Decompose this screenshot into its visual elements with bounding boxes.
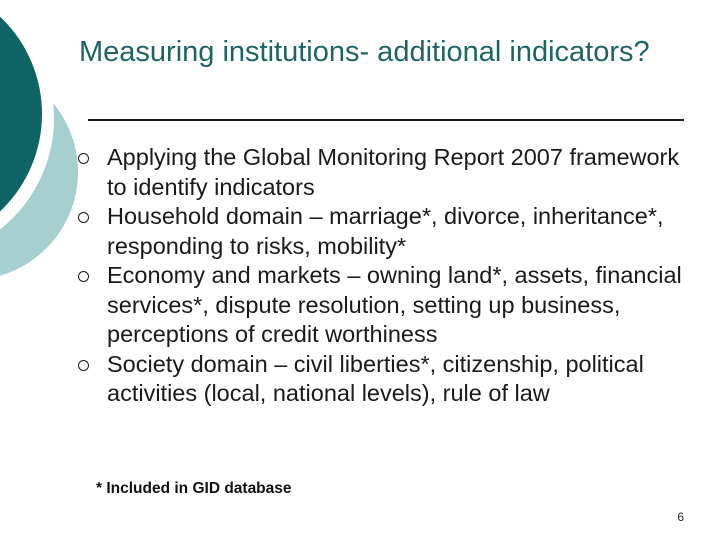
bullet-text: Society domain – civil liberties*, citizenship, political activities (local, national levels), rule of law [107,350,644,406]
bullet-text: Economy and markets – owning land*, assets, financial services*, dispute resolution, setting up business, perceptions of credit worthiness [107,262,682,347]
bullet-list [78,143,698,409]
title-divider [88,119,684,121]
hollow-circle-bullet-icon [78,212,89,223]
slide-title: Measuring institutions- additional indicators? [79,36,650,68]
hollow-circle-bullet-icon [78,271,89,282]
bullet-text: Household domain – marriage*, divorce, inheritance*, responding to risks, mobility* [107,203,664,259]
bullet-item [78,261,698,350]
bullet-item [78,350,698,409]
hollow-circle-bullet-icon [78,153,89,164]
bullet-item [78,143,698,202]
hollow-circle-bullet-icon [78,360,89,371]
footnote: * Included in GID database [96,480,292,497]
bullet-item [78,202,698,261]
bullet-text: Applying the Global Monitoring Report 2007 framework to identify indicators [107,144,680,200]
page-number: 6 [677,510,684,524]
